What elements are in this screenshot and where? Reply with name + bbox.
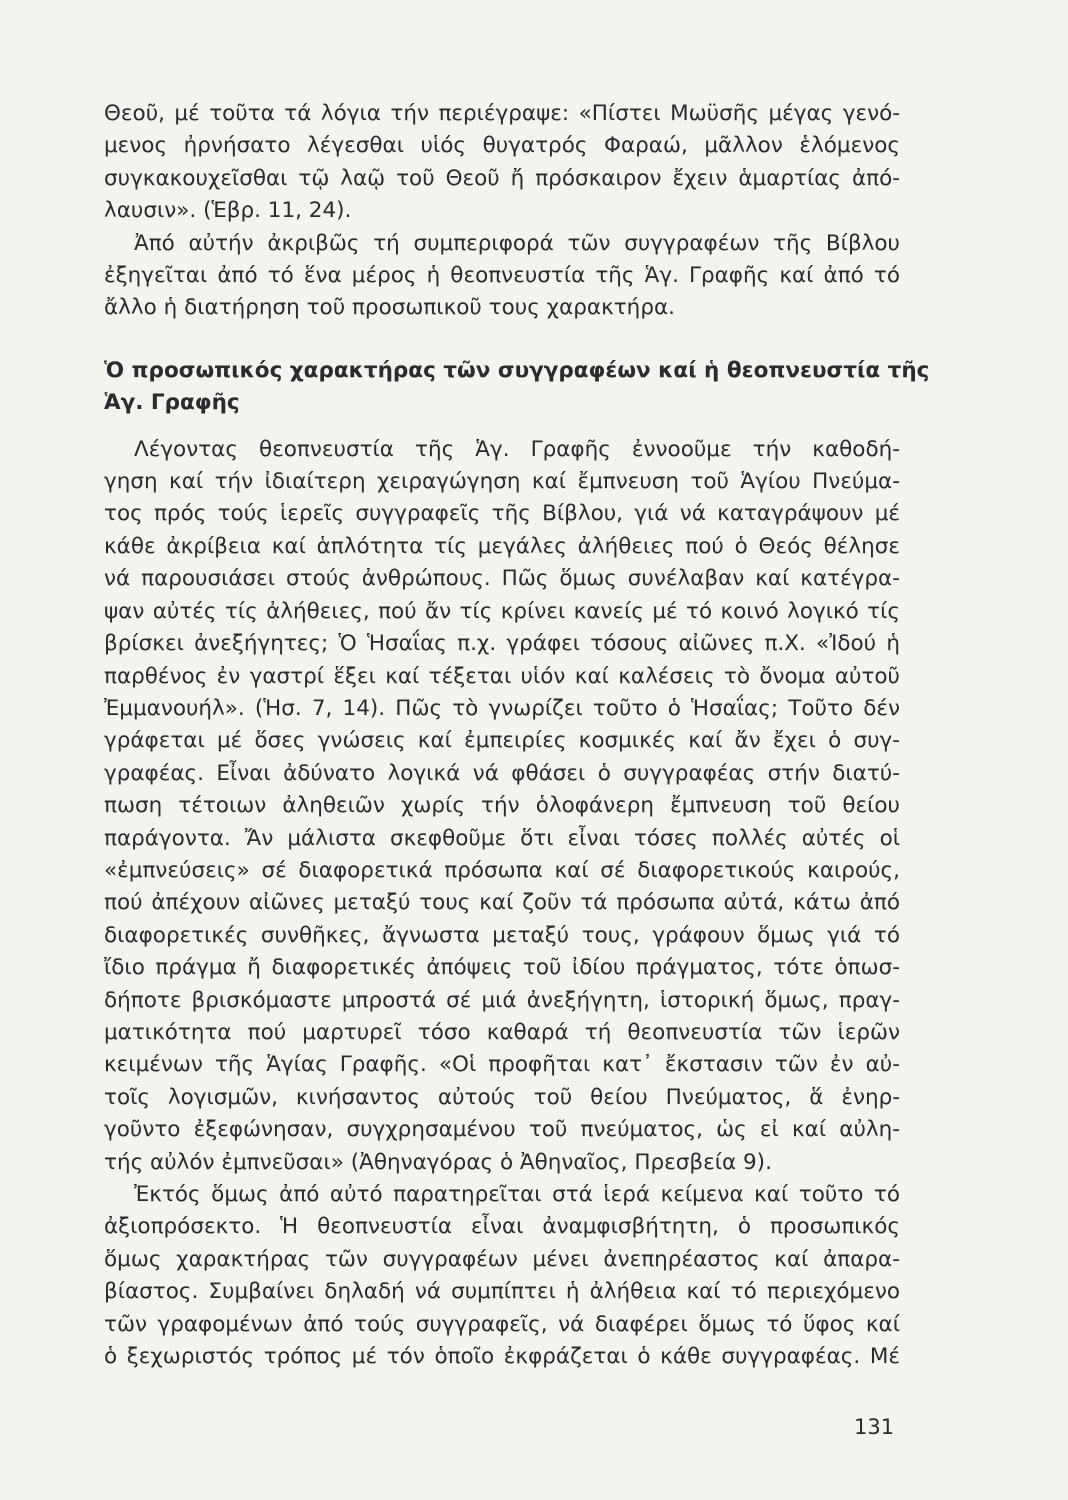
text-line: Ἐκτός ὅμως ἀπό αὐτό παρατηρεῖται στά ἱερά κείμενα καί τοῦτο τό xyxy=(134,1182,900,1207)
text-line: ὅμως χαρακτήρας τῶν συγγραφέων μένει ἀνεπηρέαστος καί ἀπαρα- xyxy=(104,1246,900,1272)
text-line: Ἀπό αὐτήν ἀκριβῶς τή συμπεριφορά τῶν συγγραφέων τῆς Βίβλου xyxy=(134,230,900,256)
text-line: μενος ἠρνήσατο λέγεσθαι υἱός θυγατρός Φαραώ, μᾶλλον ἑλόμενος xyxy=(104,133,900,159)
body-text xyxy=(104,98,930,1373)
text-line: ματικότητα πού μαρτυρεῖ τόσο καθαρά τή θεοπνευστία τῶν ἱερῶν xyxy=(104,1019,900,1045)
paragraph xyxy=(104,228,900,325)
page-number: 131 xyxy=(854,1415,895,1439)
text-line: βίαστος. Συμβαίνει δηλαδή νά συμπίπτει ἡ ἀλήθεια καί τό περιεχόμενο xyxy=(104,1279,900,1305)
text-line: Ἐμμανουήλ». (Ἡσ. 7, 14). Πῶς τὸ γνωρίζει τοῦτο ὁ Ἡσαΐας; Τοῦτο δέν xyxy=(104,695,900,721)
paragraph xyxy=(104,434,900,1179)
paragraph xyxy=(104,1179,900,1373)
text-line: ἀξιοπρόσεκτο. Ἡ θεοπνευστία εἶναι ἀναμφισβήτητη, ὁ προσωπικός xyxy=(104,1214,900,1240)
text-line: νά παρουσιάσει στούς ἀνθρώπους. Πῶς ὅμως συνέλαβαν καί κατέγρα- xyxy=(104,566,900,592)
text-line: γραφέας. Εἶναι ἀδύνατο λογικά νά φθάσει ὁ συγγραφέας στήν διατύ- xyxy=(104,760,900,786)
text-line: ψαν αὐτές τίς ἀλήθειες, πού ἄν τίς κρίνει κανείς μέ τό κοινό λογικό τίς xyxy=(104,598,900,624)
text-line: τοῖς λογισμῶν, κινήσαντος αὐτούς τοῦ θείου Πνεύματος, ἅ ἐνηρ- xyxy=(104,1084,900,1110)
text-line: ἐξηγεῖται ἀπό τό ἕνα μέρος ἡ θεοπνευστία τῆς Ἁγ. Γραφῆς καί ἀπό τό xyxy=(104,263,900,289)
text-line: ἄλλο ἡ διατήρηση τοῦ προσωπικοῦ τους χαρακτήρα. xyxy=(104,295,675,321)
text-line: παράγοντα. Ἄν μάλιστα σκεφθοῦμε ὅτι εἶναι τόσες πολλές αὐτές οἱ xyxy=(104,825,900,851)
text-line: πού ἀπέχουν αἰῶνες μεταξύ τους καί ζοῦν τά πρόσωπα αὐτά, κάτω ἀπό xyxy=(104,890,900,916)
heading-line: Ἁγ. Γραφῆς xyxy=(104,390,240,416)
text-line: ἴδιο πράγμα ἤ διαφορετικές ἀπόψεις τοῦ ἰδίου πράγματος, τότε ὁπωσ- xyxy=(104,955,900,981)
text-line: συγκακουχεῖσθαι τῷ λαῷ τοῦ Θεοῦ ἤ πρόσκαιρον ἔχειν ἁμαρτίας ἀπό- xyxy=(104,165,900,191)
text-line: τής αὐλόν ἐμπνεῦσαι» (Ἀθηναγόρας ὁ Ἀθηναῖος, Πρεσβεία 9). xyxy=(104,1149,772,1175)
text-line: γηση καί τήν ἰδιαίτερη χειραγώγηση καί ἔμπνευση τοῦ Ἁγίου Πνεύμα- xyxy=(104,469,900,495)
text-line: τῶν γραφομένων ἀπό τούς συγγραφεῖς, νά διαφέρει ὅμως τό ὕφος καί xyxy=(104,1311,900,1337)
text-line: πωση τέτοιων ἀληθειῶν χωρίς τήν ὁλοφάνερη ἔμπνευση τοῦ θείου xyxy=(104,793,900,819)
paragraph-continuation xyxy=(104,98,900,228)
text-line: κάθε ἀκρίβεια καί ἁπλότητα τίς μεγάλες ἀλήθειες πού ὁ Θεός θέλησε xyxy=(104,533,900,559)
text-line: «ἐμπνεύσεις» σέ διαφορετικά πρόσωπα καί σέ διαφορετικούς καιρούς, xyxy=(104,857,900,883)
text-line: δήποτε βρισκόμαστε μπροστά σέ μιά ἀνεξήγητη, ἱστορική ὅμως, πραγ- xyxy=(104,987,900,1013)
text-line: ὁ ξεχωριστός τρόπος μέ τόν ὁποῖο ἐκφράζεται ὁ κάθε συγγραφέας. Μέ xyxy=(104,1344,900,1370)
text-line: λαυσιν». (Ἑβρ. 11, 24). xyxy=(104,198,352,224)
section-heading xyxy=(104,355,930,420)
text-line: γοῦντο ἐξεφώνησαν, συγχρησαμένου τοῦ πνεύματος, ὡς εἰ καί αὐλη- xyxy=(104,1117,900,1143)
text-line: Λέγοντας θεοπνευστία τῆς Ἁγ. Γραφῆς ἐννοοῦμε τήν καθοδή- xyxy=(134,436,900,462)
text-line: βρίσκει ἀνεξήγητες; Ὁ Ἡσαΐας π.χ. γράφει τόσους αἰῶνες π.Χ. «Ἰδού ἡ xyxy=(104,631,900,657)
text-line: τος πρός τούς ἱερεῖς συγγραφεῖς τῆς Βίβλου, γιά νά καταγράψουν μέ xyxy=(104,501,900,527)
text-line: διαφορετικές συνθῆκες, ἄγνωστα μεταξύ τους, γράφουν ὅμως γιά τό xyxy=(104,922,900,948)
text-line: παρθένος ἐν γαστρί ἕξει καί τέξεται υἱόν καί καλέσεις τὸ ὄνομα αὐτοῦ xyxy=(104,663,900,689)
text-line: κειμένων τῆς Ἁγίας Γραφῆς. «Οἱ προφῆται κατ᾽ ἔκστασιν τῶν ἐν αὐ- xyxy=(104,1052,900,1078)
heading-line: Ὁ προσωπικός χαρακτήρας τῶν συγγραφέων καί ἡ θεοπνευστία τῆς xyxy=(104,357,930,383)
text-line: Θεοῦ, μέ τοῦτα τά λόγια τήν περιέγραψε: «Πίστει Μωϋσῆς μέγας γενό- xyxy=(104,101,900,126)
text-line: γράφεται μέ ὅσες γνώσεις καί ἐμπειρίες κοσμικές καί ἄν ἔχει ὁ συγ- xyxy=(104,728,900,754)
